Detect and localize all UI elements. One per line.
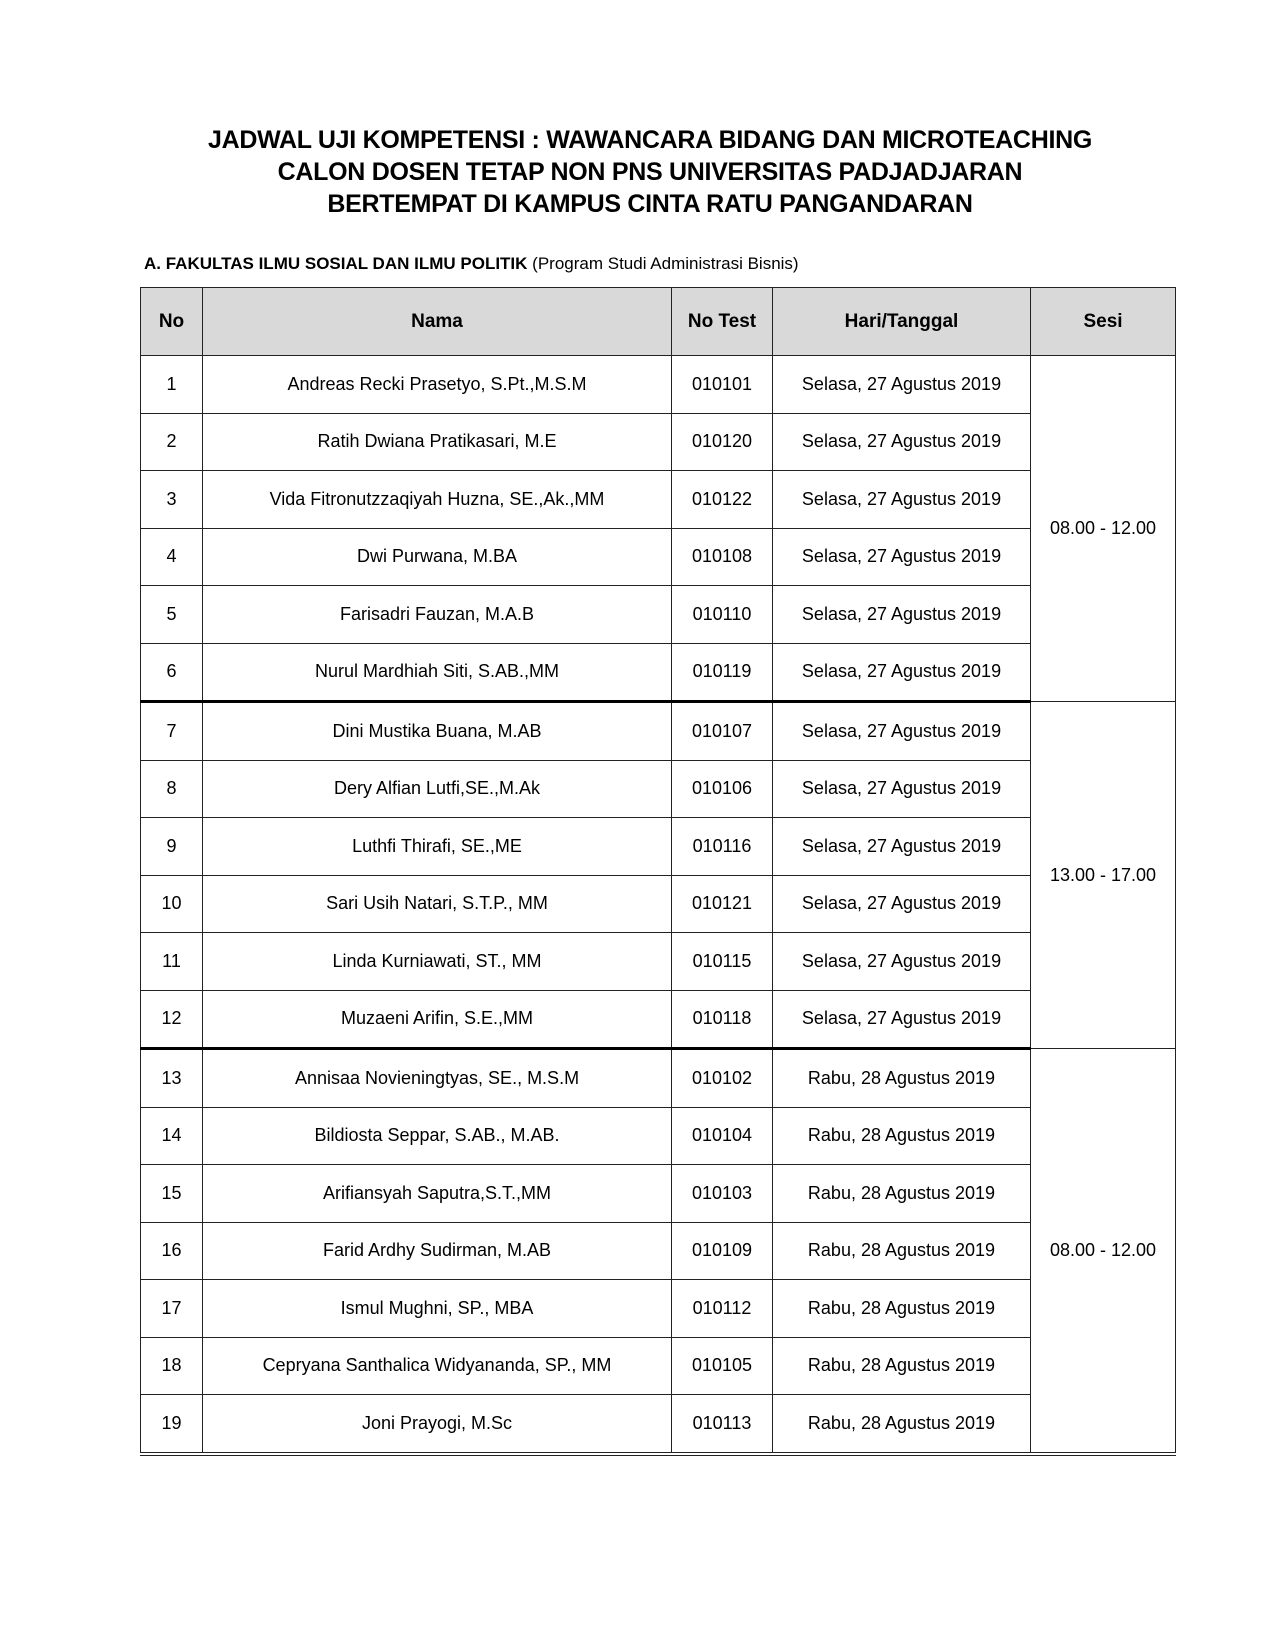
- cell-no: 15: [141, 1165, 203, 1223]
- header-hari-tanggal: Hari/Tanggal: [773, 288, 1031, 356]
- table-row: [141, 586, 1176, 644]
- cell-no-test: 010102: [672, 1049, 773, 1108]
- cell-hari-tanggal: Rabu, 28 Agustus 2019: [773, 1107, 1031, 1165]
- table-row: [141, 1395, 1176, 1454]
- cell-no-test: 010105: [672, 1337, 773, 1395]
- cell-sesi: 13.00 - 17.00: [1031, 702, 1176, 1049]
- cell-nama: Ratih Dwiana Pratikasari, M.E: [203, 413, 672, 471]
- cell-no: 1: [141, 356, 203, 414]
- document-title-line-1: JADWAL UJI KOMPETENSI : WAWANCARA BIDANG DAN MICROTEACHING: [207, 126, 1092, 154]
- cell-hari-tanggal: Selasa, 27 Agustus 2019: [773, 413, 1031, 471]
- cell-no-test: 010104: [672, 1107, 773, 1165]
- cell-no: 5: [141, 586, 203, 644]
- schedule-table: [140, 287, 1176, 1456]
- section-heading: [144, 254, 799, 274]
- cell-sesi: 08.00 - 12.00: [1031, 1049, 1176, 1454]
- cell-no-test: 010116: [672, 818, 773, 876]
- cell-no-test: 010119: [672, 643, 773, 702]
- cell-no-test: 010106: [672, 760, 773, 818]
- document-title-line-2: CALON DOSEN TETAP NON PNS UNIVERSITAS PADJADJARAN: [277, 158, 1023, 186]
- cell-nama: Cepryana Santhalica Widyananda, SP., MM: [203, 1337, 672, 1395]
- cell-nama: Farisadri Fauzan, M.A.B: [203, 586, 672, 644]
- cell-nama: Dery Alfian Lutfi,SE.,M.Ak: [203, 760, 672, 818]
- cell-nama: Muzaeni Arifin, S.E.,MM: [203, 990, 672, 1049]
- table-row: [141, 528, 1176, 586]
- header-sesi: Sesi: [1031, 288, 1176, 356]
- cell-no: 11: [141, 933, 203, 991]
- cell-no: 8: [141, 760, 203, 818]
- table-row: [141, 990, 1176, 1049]
- cell-no: 3: [141, 471, 203, 529]
- cell-no: 17: [141, 1280, 203, 1338]
- cell-no-test: 010103: [672, 1165, 773, 1223]
- cell-nama: Bildiosta Seppar, S.AB., M.AB.: [203, 1107, 672, 1165]
- cell-nama: Vida Fitronutzzaqiyah Huzna, SE.,Ak.,MM: [203, 471, 672, 529]
- cell-sesi: 08.00 - 12.00: [1031, 356, 1176, 702]
- cell-hari-tanggal: Rabu, 28 Agustus 2019: [773, 1222, 1031, 1280]
- table-row: [141, 875, 1176, 933]
- cell-hari-tanggal: Selasa, 27 Agustus 2019: [773, 818, 1031, 876]
- table-row: [141, 643, 1176, 702]
- cell-nama: Dini Mustika Buana, M.AB: [203, 702, 672, 761]
- cell-no-test: 010121: [672, 875, 773, 933]
- cell-no-test: 010108: [672, 528, 773, 586]
- cell-nama: Annisaa Novieningtyas, SE., M.S.M: [203, 1049, 672, 1108]
- cell-no-test: 010120: [672, 413, 773, 471]
- cell-no: 4: [141, 528, 203, 586]
- document-title-line-3: BERTEMPAT DI KAMPUS CINTA RATU PANGANDARAN: [327, 190, 973, 218]
- cell-no-test: 010107: [672, 702, 773, 761]
- cell-nama: Dwi Purwana, M.BA: [203, 528, 672, 586]
- cell-hari-tanggal: Rabu, 28 Agustus 2019: [773, 1280, 1031, 1338]
- cell-no: 10: [141, 875, 203, 933]
- cell-no-test: 010122: [672, 471, 773, 529]
- cell-no: 7: [141, 702, 203, 761]
- cell-hari-tanggal: Rabu, 28 Agustus 2019: [773, 1395, 1031, 1454]
- cell-hari-tanggal: Selasa, 27 Agustus 2019: [773, 990, 1031, 1049]
- cell-no: 12: [141, 990, 203, 1049]
- table-row: [141, 356, 1176, 414]
- cell-hari-tanggal: Selasa, 27 Agustus 2019: [773, 586, 1031, 644]
- cell-no: 6: [141, 643, 203, 702]
- table-row: [141, 1280, 1176, 1338]
- section-program-label: (Program Studi Administrasi Bisnis): [532, 254, 799, 273]
- cell-hari-tanggal: Selasa, 27 Agustus 2019: [773, 875, 1031, 933]
- cell-hari-tanggal: Selasa, 27 Agustus 2019: [773, 933, 1031, 991]
- table-row: [141, 1165, 1176, 1223]
- cell-nama: Luthfi Thirafi, SE.,ME: [203, 818, 672, 876]
- table-row: [141, 702, 1176, 761]
- cell-no: 18: [141, 1337, 203, 1395]
- table-row: [141, 818, 1176, 876]
- cell-nama: Farid Ardhy Sudirman, M.AB: [203, 1222, 672, 1280]
- cell-nama: Linda Kurniawati, ST., MM: [203, 933, 672, 991]
- cell-hari-tanggal: Selasa, 27 Agustus 2019: [773, 471, 1031, 529]
- cell-nama: Arifiansyah Saputra,S.T.,MM: [203, 1165, 672, 1223]
- cell-no-test: 010113: [672, 1395, 773, 1454]
- section-faculty-label: A. FAKULTAS ILMU SOSIAL DAN ILMU POLITIK: [144, 254, 528, 273]
- cell-no: 2: [141, 413, 203, 471]
- table-header-row: [141, 288, 1176, 356]
- cell-nama: Ismul Mughni, SP., MBA: [203, 1280, 672, 1338]
- cell-no: 14: [141, 1107, 203, 1165]
- table-row: [141, 933, 1176, 991]
- cell-hari-tanggal: Selasa, 27 Agustus 2019: [773, 356, 1031, 414]
- cell-nama: Sari Usih Natari, S.T.P., MM: [203, 875, 672, 933]
- table-row: [141, 471, 1176, 529]
- table-row: [141, 1049, 1176, 1108]
- cell-no-test: 010109: [672, 1222, 773, 1280]
- header-no: No: [141, 288, 203, 356]
- cell-hari-tanggal: Selasa, 27 Agustus 2019: [773, 760, 1031, 818]
- header-no-test: No Test: [672, 288, 773, 356]
- cell-no-test: 010110: [672, 586, 773, 644]
- cell-nama: Joni Prayogi, M.Sc: [203, 1395, 672, 1454]
- cell-no-test: 010118: [672, 990, 773, 1049]
- cell-no: 19: [141, 1395, 203, 1454]
- table-body: [141, 356, 1176, 1454]
- cell-nama: Andreas Recki Prasetyo, S.Pt.,M.S.M: [203, 356, 672, 414]
- cell-no: 9: [141, 818, 203, 876]
- table-row: [141, 1222, 1176, 1280]
- cell-hari-tanggal: Selasa, 27 Agustus 2019: [773, 643, 1031, 702]
- header-nama: Nama: [203, 288, 672, 356]
- cell-hari-tanggal: Selasa, 27 Agustus 2019: [773, 528, 1031, 586]
- cell-no-test: 010112: [672, 1280, 773, 1338]
- cell-hari-tanggal: Rabu, 28 Agustus 2019: [773, 1337, 1031, 1395]
- cell-hari-tanggal: Selasa, 27 Agustus 2019: [773, 702, 1031, 761]
- cell-no: 16: [141, 1222, 203, 1280]
- table-row: [141, 413, 1176, 471]
- cell-hari-tanggal: Rabu, 28 Agustus 2019: [773, 1049, 1031, 1108]
- cell-hari-tanggal: Rabu, 28 Agustus 2019: [773, 1165, 1031, 1223]
- cell-no: 13: [141, 1049, 203, 1108]
- cell-no-test: 010101: [672, 356, 773, 414]
- table-row: [141, 760, 1176, 818]
- table-row: [141, 1337, 1176, 1395]
- cell-no-test: 010115: [672, 933, 773, 991]
- table-row: [141, 1107, 1176, 1165]
- cell-nama: Nurul Mardhiah Siti, S.AB.,MM: [203, 643, 672, 702]
